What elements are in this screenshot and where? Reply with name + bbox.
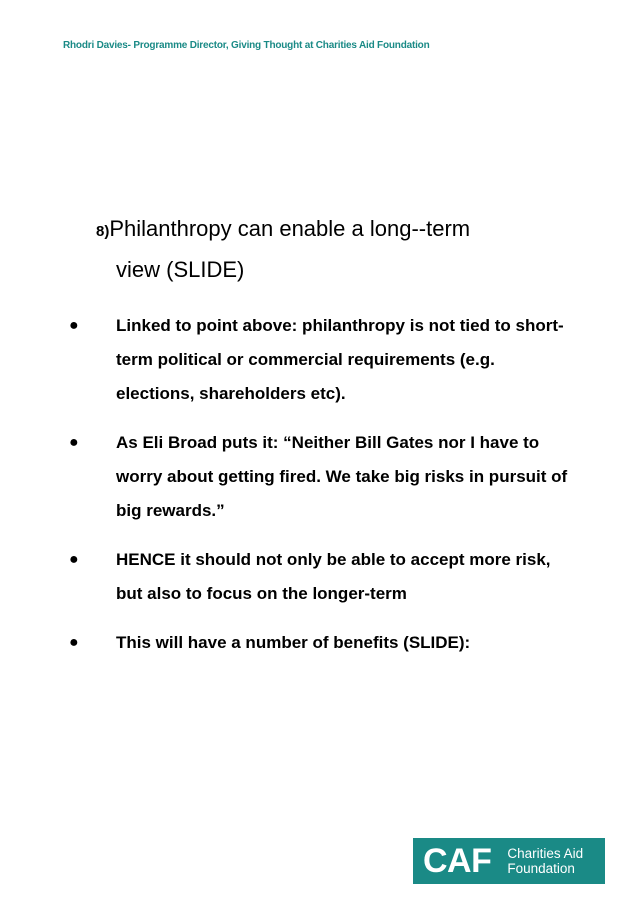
list-item xyxy=(66,426,571,528)
list-item-text: HENCE it should not only be able to accept more risk, but also to focus on the longer-term xyxy=(116,550,551,603)
list-item xyxy=(66,309,571,411)
list-item xyxy=(66,626,571,660)
section-title-line1: Philanthropy can enable a long--term xyxy=(109,216,471,241)
logo-name-line1: Charities Aid xyxy=(507,846,584,861)
logo-name-line2: Foundation xyxy=(507,861,575,876)
bullet-icon: ● xyxy=(69,634,79,651)
section-title-line2: view (SLIDE) xyxy=(116,257,245,282)
caf-logo xyxy=(413,838,605,884)
logo-mark: CAF xyxy=(423,842,492,880)
section-number: 8) xyxy=(96,223,110,240)
bullet-list xyxy=(66,309,571,675)
page-header: Rhodri Davies- Programme Director, Giving Thought at Charities Aid Foundation xyxy=(63,40,430,51)
list-item-text: Linked to point above: philanthropy is not tied to short-term political or commercial requirements (e.g. elections, shareholders etc). xyxy=(116,316,564,403)
logo-name xyxy=(507,846,583,876)
list-item-text: As Eli Broad puts it: “Neither Bill Gates nor I have to worry about getting fired. We take big risks in pursuit of big rewards.” xyxy=(116,433,568,520)
bullet-icon: ● xyxy=(69,551,79,568)
section-heading xyxy=(96,210,566,289)
list-item xyxy=(66,543,571,611)
bullet-icon: ● xyxy=(69,434,79,451)
bullet-icon: ● xyxy=(69,317,79,334)
list-item-text: This will have a number of benefits (SLIDE): xyxy=(116,633,471,652)
